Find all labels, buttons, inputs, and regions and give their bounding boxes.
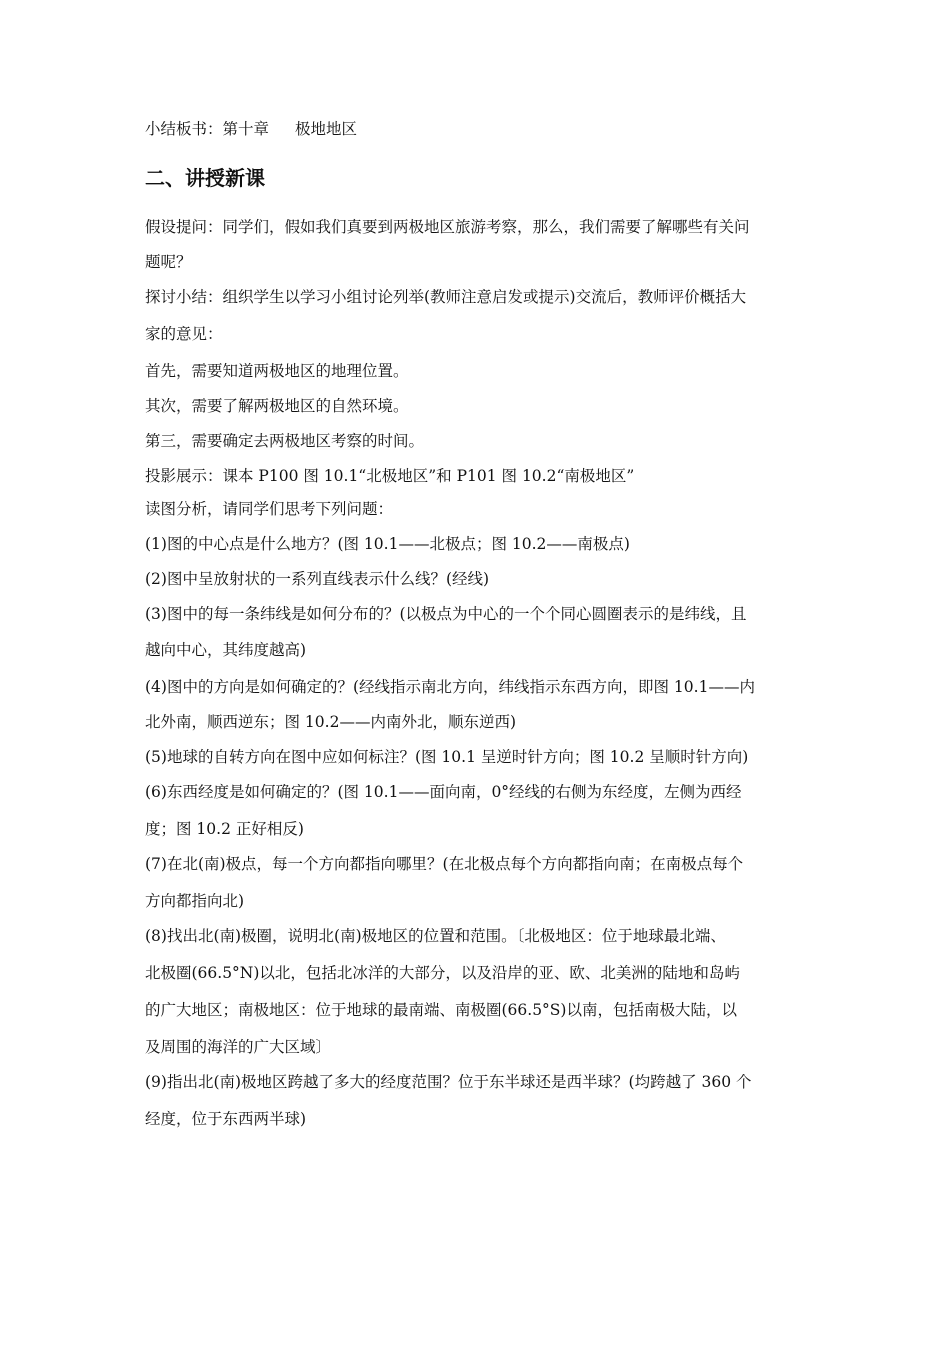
question-line: (8)找出北(南)极圈，说明北(南)极地区的位置和范围。〔北极地区：位于地球最北端、 bbox=[145, 927, 726, 945]
question-line: 的广大地区；南极地区：位于地球的最南端、南极圈(66.5°S)以南，包括南极大陆，以 bbox=[145, 1001, 737, 1019]
summary-title: 极地地区 bbox=[295, 120, 358, 138]
question-line: (2)图中呈放射状的一系列直线表示什么线？(经线) bbox=[145, 570, 490, 588]
question-line: 北极圈(66.5°N)以北，包括北冰洋的大部分，以及沿岸的亚、欧、北美洲的陆地和岛屿 bbox=[145, 964, 740, 982]
question-line: 经度，位于东西两半球) bbox=[145, 1110, 307, 1128]
question-line: 方向都指向北) bbox=[145, 892, 245, 910]
question-line: 越向中心，其纬度越高) bbox=[145, 641, 307, 659]
paragraph-line: 探讨小结：组织学生以学习小组讨论列举(教师注意启发或提示)交流后，教师评价概括大 bbox=[145, 288, 747, 306]
paragraph-line: 第三，需要确定去两极地区考察的时间。 bbox=[145, 432, 425, 450]
question-line: 度；图 10.2 正好相反) bbox=[145, 820, 304, 838]
question-line: (3)图中的每一条纬线是如何分布的？(以极点为中心的一个个同心圆圈表示的是纬线，且 bbox=[145, 605, 747, 623]
paragraph-line: 假设提问：同学们，假如我们真要到两极地区旅游考察，那么，我们需要了解哪些有关问 bbox=[145, 218, 750, 236]
question-line: (5)地球的自转方向在图中应如何标注？(图 10.1 呈逆时针方向；图 10.2 呈顺时针方向) bbox=[145, 748, 749, 766]
section-heading: 二、讲授新课 bbox=[145, 166, 265, 190]
question-line: (1)图的中心点是什么地方？(图 10.1——北极点；图 10.2——南极点) bbox=[145, 535, 630, 553]
question-line: (9)指出北(南)极地区跨越了多大的经度范围？位于东半球还是西半球？(均跨越了 360 个 bbox=[145, 1073, 752, 1091]
paragraph-line: 其次，需要了解两极地区的自然环境。 bbox=[145, 397, 409, 415]
question-line: 北外南，顺西逆东；图 10.2——内南外北，顺东逆西) bbox=[145, 713, 516, 731]
summary-prefix: 小结板书：第十章 bbox=[145, 120, 270, 138]
paragraph-line: 家的意见： bbox=[145, 325, 223, 343]
summary-line bbox=[145, 119, 810, 139]
paragraph-line: 读图分析，请同学们思考下列问题： bbox=[145, 500, 394, 518]
question-line: 及周围的海洋的广大区域〕 bbox=[145, 1038, 332, 1056]
question-line: (4)图中的方向是如何确定的？(经线指示南北方向，纬线指示东西方向，即图 10.1——内 bbox=[145, 678, 755, 696]
paragraph-line: 题呢？ bbox=[145, 253, 192, 271]
paragraph-line: 投影展示：课本 P100 图 10.1“北极地区”和 P101 图 10.2“南极地区” bbox=[145, 467, 635, 485]
paragraph-line: 首先，需要知道两极地区的地理位置。 bbox=[145, 362, 409, 380]
question-line: (7)在北(南)极点，每一个方向都指向哪里？(在北极点每个方向都指向南；在南极点每个 bbox=[145, 855, 744, 873]
question-line: (6)东西经度是如何确定的？(图 10.1——面向南，0°经线的右侧为东经度，左侧为西经 bbox=[145, 783, 742, 801]
